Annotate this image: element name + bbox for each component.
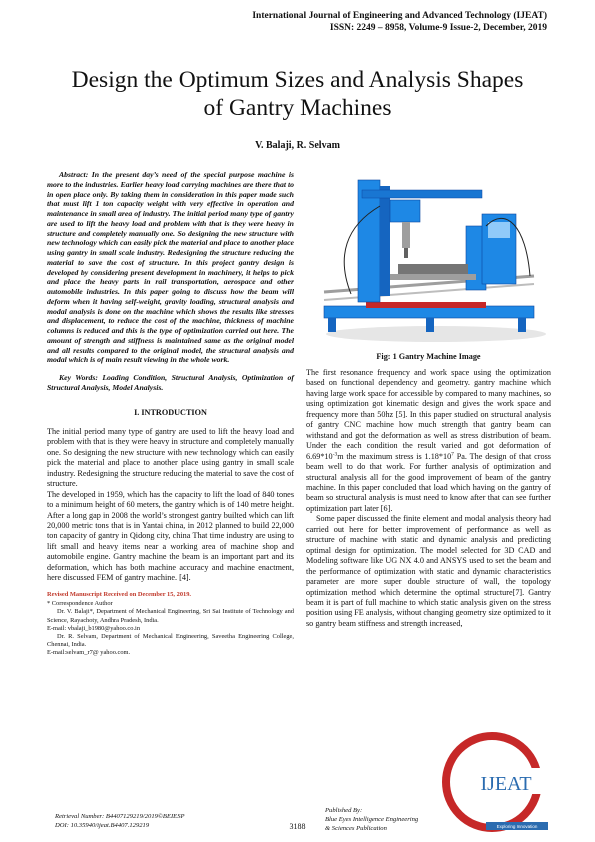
ijeat-logo [436,728,554,838]
title-line-2: of Gantry Machines [203,95,392,121]
right-paragraph-1-part-b: m the maximum stress is 1.18*10 [337,451,452,461]
published-by: Published By: [325,807,363,814]
exponent-1: -3 [332,450,338,457]
revised-note: Revised Manuscript Received on December 15, 2019. [47,590,192,598]
correspondence-note: * Correspondence Author [47,600,113,608]
section-heading: I. INTRODUCTION [134,407,207,417]
left-column [47,170,294,658]
author1-affiliation: Dr. V. Balaji*, Department of Mechanical Engineering, Sri Sai Institute of Technology and Science, Rayachoty, Andhra Pradesh, India. [47,608,294,624]
logo-text: IJEAT [480,773,532,795]
doi: DOI: 10.35940/ijeat.B4407.129219 [55,822,150,829]
author2-email: E-mail:selvam_r7@ yahoo.com. [47,649,131,657]
author1-email: E-mail: vbalaji_b1980@yahoo.co.in [47,624,141,632]
publisher-line-2: & Sciences Publication [325,825,387,832]
authors: V. Balaji, R. Selvam [255,140,340,151]
intro-paragraph-2: The developed in 1959, which has the capacity to lift the load of 840 tones to a minimum height of 60 meters, the gantry which is of 140 metre height. After a long gap in 2008 the world’s strongest gantry builted which can lift 20,000 metric tons that is in Yantai china, in 2012 planned to build 22,000 ton capacity of gantry in Qidong city, china That time industry are using to lift small and heavy items near a working area of machine shop and automobile engine. Gantry machine the beam is an important part and its deformation, which has both machine accuracy and machine enactment, here discussed FEM of gantry machine. [4]. [47,489,294,583]
right-paragraph-2: Some paper discussed the finite element and modal analysis theory had carried out here for better improvement of performance as well as structure of machine with static and dynamic analysis and predicting optimal design for optimization. The model selected for 3D CAD and Modeling software like UG NX 4.0 and ANSYS used to set the beam and the performance of optimization with static and dynamic characteristics parameter are more super double structure of wall, the topology optimization method which determine the optimal structure[7]. Gantry beam it is part of full machine to which static analysis given on the stress position using FE analysis, without changing geometry size optimized to it so gantry beam stiffness and strength increased, [306,514,551,628]
publisher-line-1: Blue Eyes Intelligence Engineering [325,816,419,823]
footer-right [325,806,418,833]
exponent-2: 7 [451,450,454,457]
figure-caption: Fig: 1 Gantry Machine Image [376,352,481,361]
intro-paragraph-1: The initial period many type of gantry are used to lift the heavy load and problem with that is they were heavy in structure and completely manually one. So designing the new structure with new technology which can easily pick the material and place to another place using gantry in small scale industry. Redesigning the structure reducing the material to save the cost of structure. [47,426,294,489]
page-number: 3188 [289,822,306,831]
retrieval-number: Retrieval Number: B4407129219/2019©BEIESP [55,813,185,820]
author2-affiliation: Dr. R. Selvam, Department of Mechanical Engineering, Saveetha Engineering College, Chennai, India. [47,633,294,649]
right-column [306,368,551,629]
journal-header: International Journal of Engineering and Advanced Technology (IJEAT) [252,11,547,21]
paper-title [30,66,565,122]
logo-subtext: Exploring Innovation [496,824,538,829]
right-paragraph-1 [306,368,551,514]
title-line-1: Design the Optimum Sizes and Analysis Shapes [71,67,524,93]
abstract: Abstract: In the present day’s need of the special purpose machine is more to the industries. Earlier heavy load carrying machines are there that to in open place only. By taking them in consideration in this paper made such that must lift 1 ton capacity weight with very effective in operation and maintenance in small area of industry. The initial period many type of gantry are used to lift the heavy load and problem with that is they were heavy in structure and completely manually one. So designing the new structure with new technology which can easily pick the material and place to another place using gantry in small scale industry. Redesigning the structure reducing the material to save the cost of structure. In this project gantry design is developed by considering present development in machinery, it helps to pick and place the heavy parts in rail transportation, aerospace and other automobile industries. In this paper going to discuss how the beam will deform when it having self-weight, gravity loading, structural analysis and modal analysis is done on the machine which shows the results like stresses and displacement, to reduce the cost of the machine, thickness of machine columns is reduced and this is the type of optimization carried out here. The amount of strength and stiffness is maintained same as the original model and all results compared to the original model, the structural analysis and modal which is of main result viewing in the whole work. [47,170,294,365]
gantry-machine-image [306,166,551,346]
issn-header: ISSN: 2249 – 8958, Volume-9 Issue-2, December, 2019 [329,23,547,33]
right-paragraph-1-part-c: Pa. The design of that cross beam well to do that work. For further analysis of optimization and structural analysis all for the good improvement of beam of the gantry machine. In this paper concluded that load which having on the gantry of beam so structural analysis is must need to know after that can see further optimization part later [6]. [306,451,551,513]
keywords: Key Words: Loading Condition, Structural Analysis, Optimization of Structural Analysis, Model Analysis. [47,373,294,392]
right-paragraph-1-part-a: The first resonance frequency and work space using the optimization based on functional dependency and geometry. gantry machine which having large work space for accessible by compared to many machines, so using optimization got kinematic design and gives the work space and frequency more than 50hz [5]. In this paper studied on structural analysis of gantry CNC machine how much strength that gantry beam can withstand and got the deformation as well as stress distribution of beam. Under the each condition the result varied and got deformation of 6.69*10 [306,368,551,461]
